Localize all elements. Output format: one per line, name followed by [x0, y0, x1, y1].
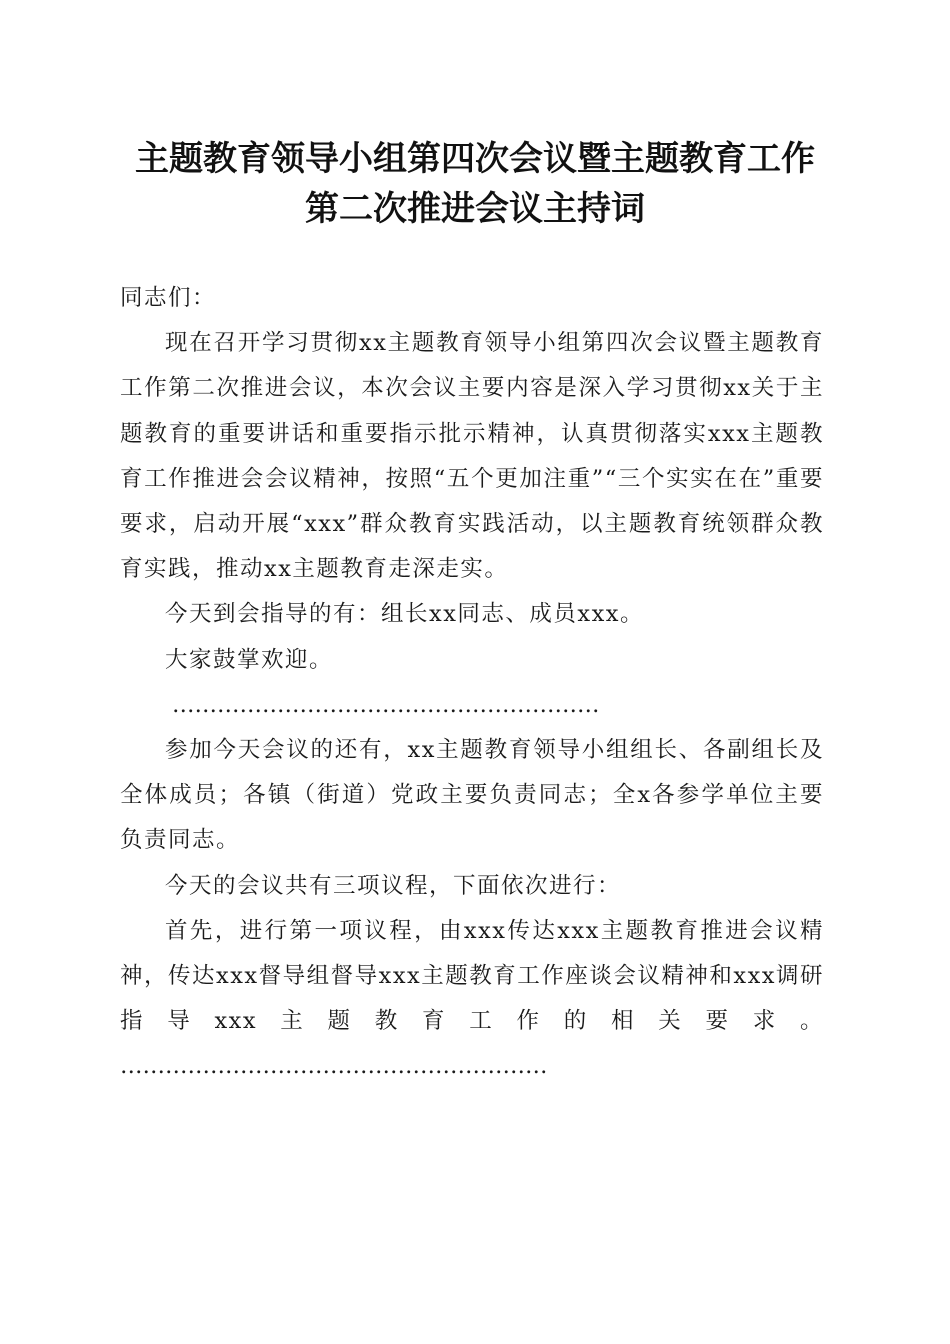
- paragraph-attendees: 参加今天会议的还有，xx主题教育领导小组组长、各副组长及全体成员；各镇（街道）党政主要负责同志；全x各参学单位主要负责同志。: [120, 737, 824, 854]
- paragraph-opening: 现在召开学习贯彻xx主题教育领导小组第四次会议暨主题教育工作第二次推进会议，本次会议主要内容是深入学习贯彻xx关于主题教育的重要讲话和重要指示批示精神，认真贯彻落实xxx主题教育工作推进会会议精神，按照“五个更加注重”“三个实实在在”重要要求，启动开展“xxx”群众教育实践活动，以主题教育统领群众教育实践，推动xx主题教育走深走实。: [120, 330, 824, 583]
- salutation: 同志们：: [120, 285, 217, 311]
- document-title-line-1: 主题教育领导小组第四次会议暨主题教育工作: [135, 139, 815, 179]
- ellipsis-divider-1: …………………………………………………: [172, 691, 600, 718]
- paragraph-applause: 大家鼓掌欢迎。: [165, 646, 334, 673]
- ellipsis-divider-2: …………………………………………………: [120, 1053, 548, 1080]
- document-body: [120, 276, 824, 1090]
- paragraph-agenda-item-1: 首先，进行第一项议程，由xxx传达xxx主题教育推进会议精神，传达xxx督导组督导xxx主题教育工作座谈会议精神和xxx调研指导xxx主题教育工作的相关要求。: [120, 917, 824, 1035]
- paragraph-guests: 今天到会指导的有：组长xx同志、成员xxx。: [165, 601, 644, 628]
- paragraph-agenda-intro: 今天的会议共有三项议程，下面依次进行：: [165, 872, 622, 899]
- document-title-line-2: 第二次推进会议主持词: [305, 189, 645, 229]
